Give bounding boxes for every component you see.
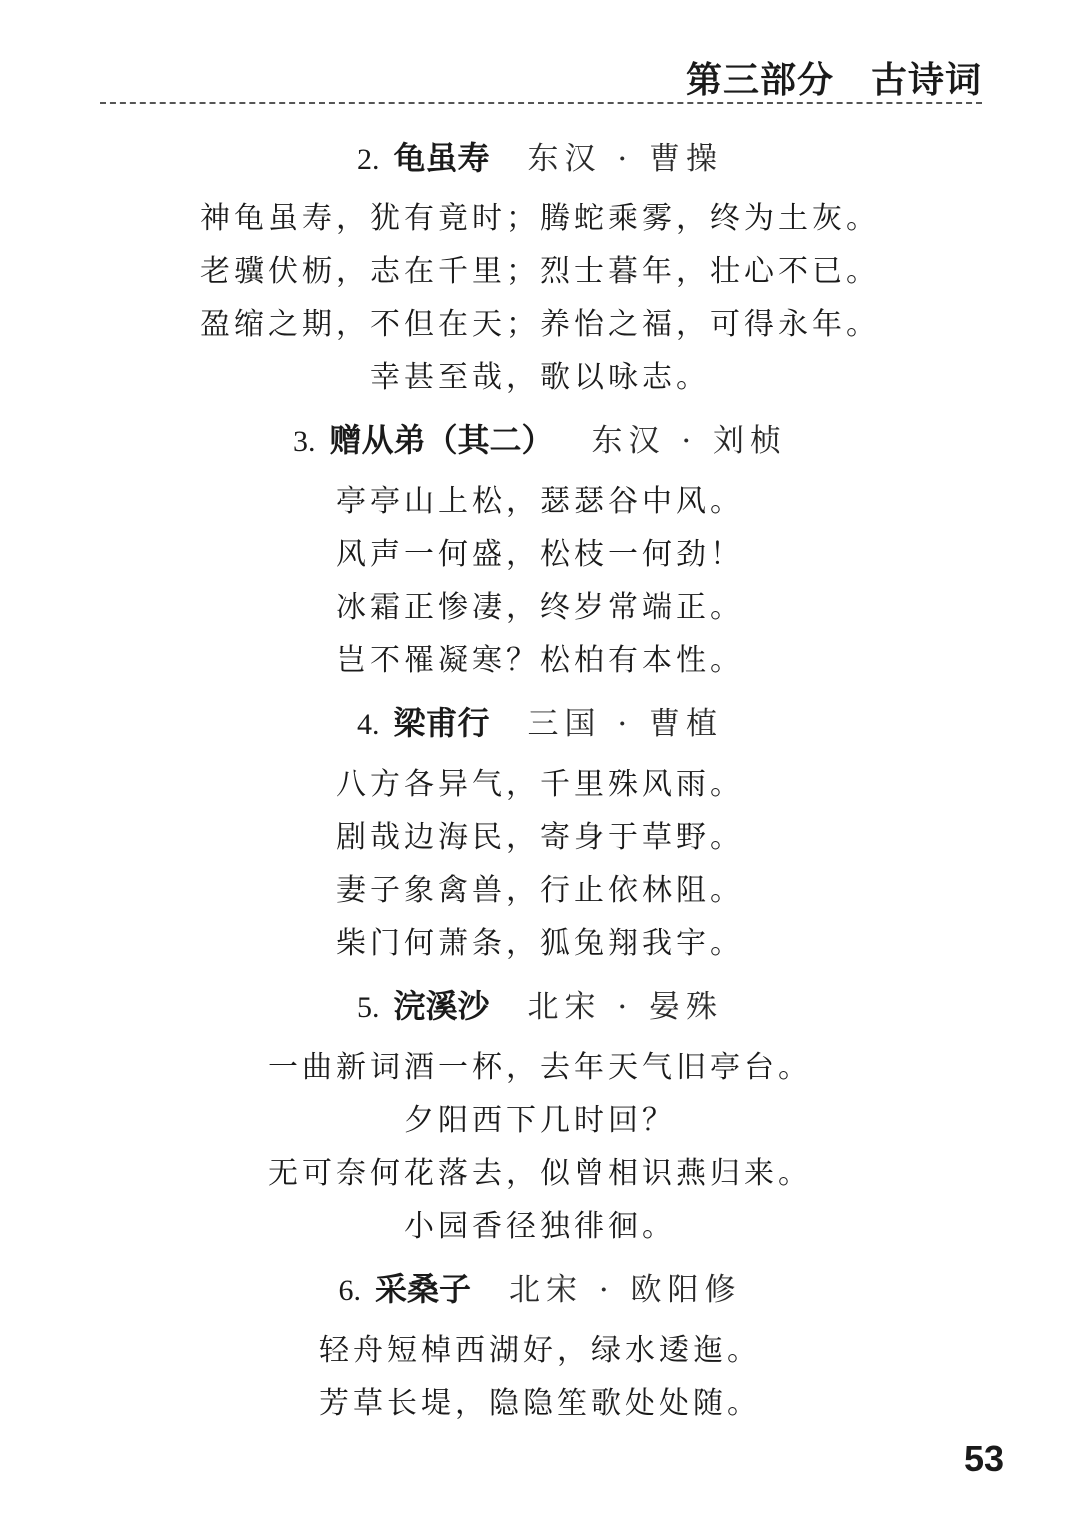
poem-line: 一曲新词酒一杯，去年天气旧亭台。	[268, 1050, 812, 1085]
poem-heading	[0, 1269, 1080, 1311]
page-header-title: 第三部分 古诗词	[685, 59, 982, 101]
page-number: 53	[963, 1438, 1004, 1479]
poem-line: 风声一何盛，松枝一何劲！	[336, 537, 744, 572]
poem-line: 神龟虽寿，犹有竟时；腾蛇乘雾，终为土灰。	[200, 201, 880, 236]
poem-line: 冰霜正惨凄，终岁常端正。	[336, 590, 744, 625]
poem-author: 三国 · 曹植	[527, 706, 724, 742]
poem-author: 东汉 · 曹操	[527, 141, 724, 177]
header-dashed-rule	[100, 102, 982, 104]
poem-title: 采桑子	[374, 1270, 471, 1308]
poem-line: 小园香径独徘徊。	[404, 1209, 676, 1244]
poem-line: 老骥伏枥，志在千里；烈士暮年，壮心不已。	[200, 254, 880, 289]
poem-line: 岂不罹凝寒？松柏有本性。	[336, 643, 744, 678]
poem-author: 东汉 · 刘桢	[591, 423, 788, 459]
poem-heading	[0, 138, 1080, 180]
poem-line: 幸甚至哉，歌以咏志。	[370, 360, 710, 395]
poem-line: 无可奈何花落去，似曾相识燕归来。	[268, 1156, 812, 1191]
poem-number: 5.	[356, 991, 380, 1024]
poem-heading	[0, 986, 1080, 1028]
poem-number: 3.	[292, 425, 316, 458]
poem-line: 夕阳西下几时回？	[404, 1103, 676, 1138]
poem-title: 赠从弟（其二）	[329, 421, 554, 459]
poem-author: 北宋 · 晏殊	[527, 989, 724, 1025]
poem-line: 妻子象禽兽，行止依林阻。	[336, 873, 744, 908]
poem-line: 剧哉边海民，寄身于草野。	[336, 820, 744, 855]
poem-title: 龟虽寿	[393, 139, 490, 177]
poem-number: 4.	[356, 708, 380, 741]
poem-number: 2.	[356, 143, 380, 176]
poem-heading	[0, 703, 1080, 745]
poem-number: 6.	[338, 1274, 361, 1307]
poem-line: 轻舟短棹西湖好，绿水逶迤。	[319, 1333, 761, 1368]
poem-line: 柴门何萧条，狐兔翔我宇。	[336, 926, 744, 961]
poem-heading	[0, 420, 1080, 462]
poem-line: 芳草长堤，隐隐笙歌处处随。	[319, 1386, 761, 1421]
poem-author: 北宋 · 欧阳修	[508, 1272, 742, 1308]
poem-title: 浣溪沙	[393, 987, 490, 1025]
poem-line: 亭亭山上松，瑟瑟谷中风。	[336, 484, 744, 519]
poem-line: 八方各异气，千里殊风雨。	[336, 767, 744, 802]
poem-line: 盈缩之期，不但在天；养怡之福，可得永年。	[200, 307, 880, 342]
poem-title: 梁甫行	[393, 704, 490, 742]
